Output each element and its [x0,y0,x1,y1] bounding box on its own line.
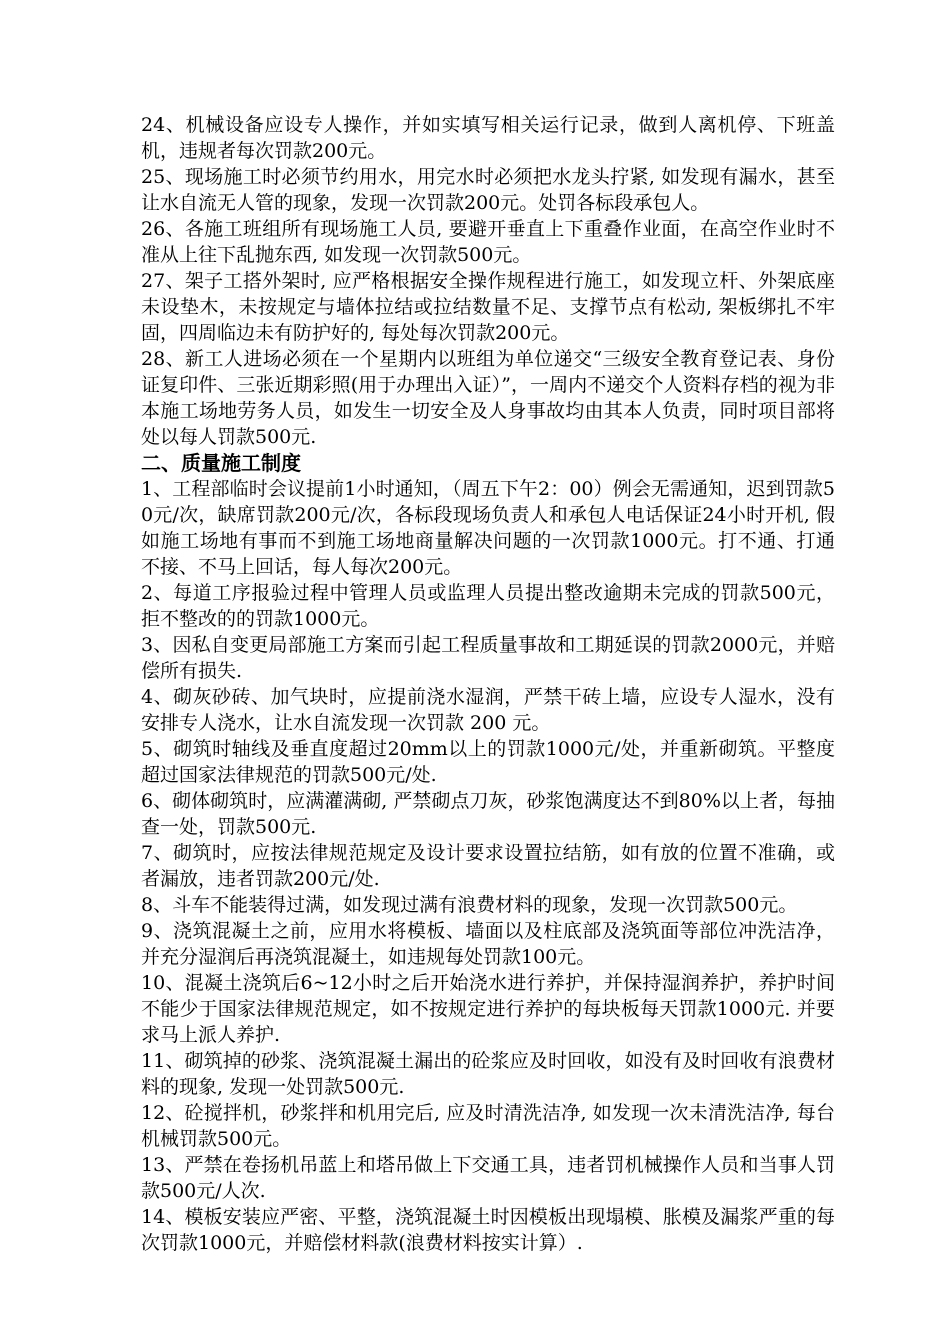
quality-item-8: 8、斗车不能装得过满，如发现过满有浪费材料的现象，发现一次罚款500元。 [141,894,798,916]
quality-item-12: 12、砼搅拌机，砂浆拌和机用完后, 应及时清洗洁净, 如发现一次未清洗洁净, 每台机械罚款500元。 [141,1102,835,1150]
document-body [141,112,835,1256]
rule-item-25: 25、现场施工时必须节约用水，用完水时必须把水龙头拧紧, 如发现有漏水，甚至让水自流无人管的现象，发现一次罚款200元。处罚各标段承包人。 [141,166,835,214]
quality-item-9: 9、浇筑混凝土之前，应用水将模板、墙面以及柱底部及浇筑面等部位冲洗洁净，并充分湿润后再浇筑混凝土，如违规每处罚款100元。 [141,920,835,968]
quality-item-5: 5、砌筑时轴线及垂直度超过20mm以上的罚款1000元/处，并重新砌筑。平整度超过国家法律规范的罚款500元/处. [141,738,835,786]
rule-item-24: 24、机械设备应设专人操作，并如实填写相关运行记录，做到人离机停、下班盖机，违规者每次罚款200元。 [141,114,835,162]
quality-item-7: 7、砌筑时，应按法律规范规定及设计要求设置拉结筋，如有放的位置不准确，或者漏放，违者罚款200元/处. [141,842,835,890]
quality-item-13: 13、严禁在卷扬机吊蓝上和塔吊做上下交通工具，违者罚机械操作人员和当事人罚款500元/人次. [141,1154,835,1202]
quality-item-1: 1、工程部临时会议提前1小时通知，（周五下午2：00）例会无需通知，迟到罚款50元/次，缺席罚款200元/次，各标段现场负责人和承包人电话保证24小时开机, 假如施工场地有事而不到施工场地商量解决问题的一次罚款1000元。打不通、打通不接、不马上回话，每人每次200元。 [141,478,835,578]
rule-item-27: 27、架子工搭外架时, 应严格根据安全操作规程进行施工，如发现立杆、外架底座未设垫木，未按规定与墙体拉结或拉结数量不足、支撑节点有松动, 架板绑扎不牢固，四周临边未有防护好的, 每处每次罚款200元。 [141,270,835,344]
section-heading-quality: 二、质量施工制度 [141,451,301,475]
rule-item-28: 28、新工人进场必须在一个星期内以班组为单位递交“三级安全教育登记表、身份证复印件、三张近期彩照(用于办理出入证）”，一周内不递交个人资料存档的视为非本施工场地劳务人员，如发生一切安全及人身事故均由其本人负责，同时项目部将处以每人罚款500元. [141,348,835,448]
quality-item-14: 14、模板安装应严密、平整，浇筑混凝土时因模板出现塌模、胀模及漏浆严重的每次罚款1000元，并赔偿材料款(浪费材料按实计算）. [141,1206,835,1254]
quality-item-4: 4、砌灰砂砖、加气块时，应提前浇水湿润，严禁干砖上墙，应设专人湿水，没有安排专人浇水，让水自流发现一次罚款 200 元。 [141,686,835,734]
quality-item-10: 10、混凝土浇筑后6~12小时之后开始浇水进行养护，并保持湿润养护，养护时间不能少于国家法律规范规定，如不按规定进行养护的每块板每天罚款1000元. 并要求马上派人养护. [141,972,835,1046]
quality-item-3: 3、因私自变更局部施工方案而引起工程质量事故和工期延误的罚款2000元，并赔偿所有损失. [141,634,835,682]
quality-item-6: 6、砌体砌筑时，应满灌满砌, 严禁砌点刀灰，砂浆饱满度达不到80%以上者，每抽查一处，罚款500元. [141,790,835,838]
quality-item-2: 2、每道工序报验过程中管理人员或监理人员提出整改逾期未完成的罚款500元，拒不整改的的罚款1000元。 [141,582,835,630]
rule-item-26: 26、各施工班组所有现场施工人员, 要避开垂直上下重叠作业面，在高空作业时不准从上往下乱抛东西, 如发现一次罚款500元。 [141,218,835,266]
quality-item-11: 11、砌筑掉的砂浆、浇筑混凝土漏出的砼浆应及时回收，如没有及时回收有浪费材料的现象, 发现一处罚款500元. [141,1050,835,1098]
